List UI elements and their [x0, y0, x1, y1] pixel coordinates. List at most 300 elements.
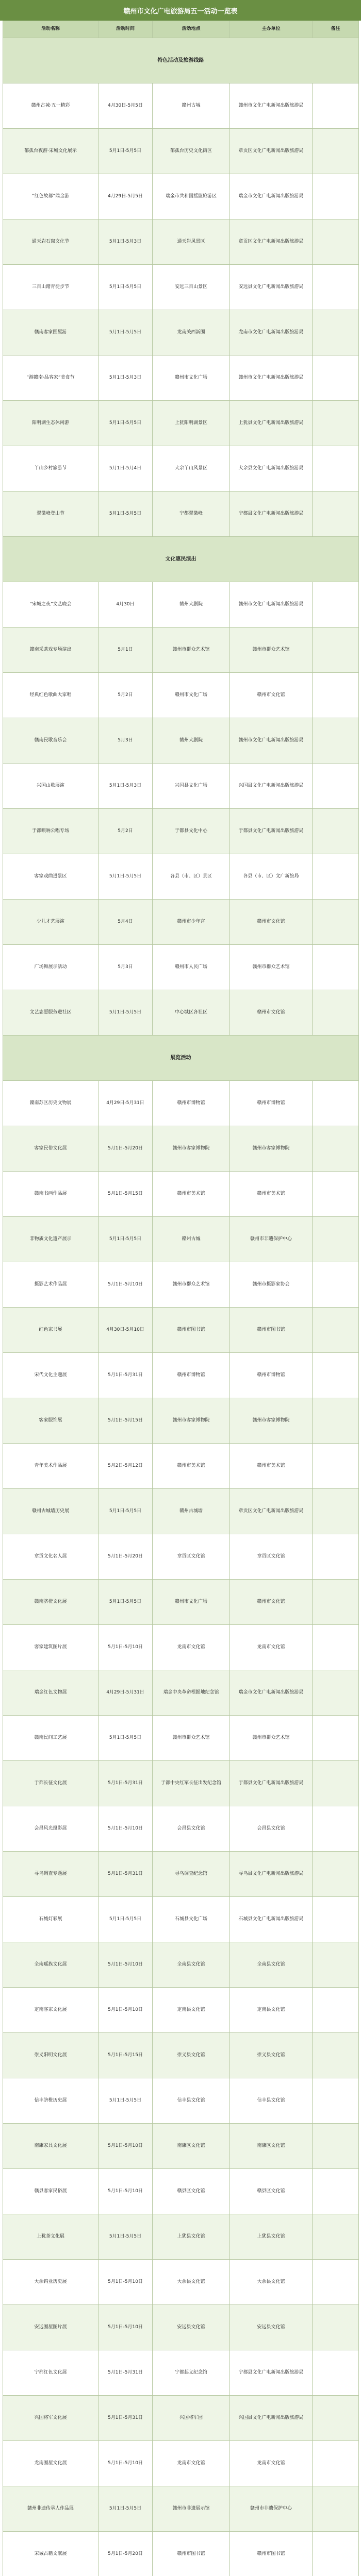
cell-event-time: 5月2日 — [99, 673, 153, 718]
header-time: 活动时间 — [99, 21, 153, 38]
cell-event-time: 5月1日-5月15日 — [99, 1172, 153, 1217]
cell-event-time: 5月1日-5月5日 — [99, 265, 153, 310]
cell-event-place: 赣州古城 — [153, 1217, 230, 1262]
table-container — [3, 21, 358, 2576]
cell-event-time: 5月1日-5月4日 — [99, 446, 153, 492]
cell-event-time: 5月1日-5月31日 — [99, 1353, 153, 1398]
cell-event-name: 安远围屋图片展 — [3, 2305, 99, 2350]
table-row — [3, 1942, 359, 1988]
cell-event-time: 4月30日 — [99, 582, 153, 628]
cell-event-name: “游赣南·品客家”美食节 — [3, 355, 99, 401]
table-row — [3, 2305, 359, 2350]
cell-event-time: 5月1日-5月10日 — [99, 1806, 153, 1852]
cell-event-time: 5月1日-5月5日 — [99, 1489, 153, 1534]
cell-event-time: 5月1日-5月10日 — [99, 1988, 153, 2033]
cell-event-time: 5月3日 — [99, 718, 153, 764]
table-row — [3, 401, 359, 446]
cell-event-time: 5月1日-5月5日 — [99, 2078, 153, 2124]
cell-event-name: 兴国山歌展演 — [3, 764, 99, 809]
table-row — [3, 2169, 359, 2214]
cell-event-note — [313, 945, 359, 990]
cell-event-name: 红色家书展 — [3, 1308, 99, 1353]
cell-event-time: 5月1日-5月10日 — [99, 2124, 153, 2169]
cell-event-organizer: 兴国县文化广电新闻出版旅游局 — [230, 2396, 313, 2441]
cell-event-organizer: 瑞金市文化广电新闻出版旅游局 — [230, 1670, 313, 1716]
cell-event-place: 赣州大剧院 — [153, 582, 230, 628]
cell-event-organizer: 龙南市文化馆 — [230, 2441, 313, 2486]
cell-event-place: 瑞金中央革命根据地纪念馆 — [153, 1670, 230, 1716]
cell-event-organizer: 赣州市文化广电新闻出版旅游局 — [230, 83, 313, 129]
cell-event-organizer: 赣州市文化广电新闻出版旅游局 — [230, 582, 313, 628]
cell-event-note — [313, 265, 359, 310]
table-row — [3, 1761, 359, 1806]
page-title: 赣州市文化广电旅游局五一活动一览表 — [0, 0, 361, 21]
table-row — [3, 673, 359, 718]
cell-event-note — [313, 2305, 359, 2350]
cell-event-name: 赣县客家民俗展 — [3, 2169, 99, 2214]
cell-event-note — [313, 1308, 359, 1353]
cell-event-note — [313, 854, 359, 900]
cell-event-note — [313, 1398, 359, 1444]
cell-event-name: 赣州古城·五一精彩 — [3, 83, 99, 129]
cell-event-note — [313, 2486, 359, 2532]
cell-event-name: 广场舞展示活动 — [3, 945, 99, 990]
cell-event-time: 5月1日-5月31日 — [99, 2350, 153, 2396]
cell-event-time: 5月1日-5月3日 — [99, 219, 153, 265]
cell-event-note — [313, 492, 359, 537]
cell-event-time: 4月29日-5月31日 — [99, 1670, 153, 1716]
table-row — [3, 1625, 359, 1670]
cell-event-organizer: 定南县文化馆 — [230, 1988, 313, 2033]
cell-event-note — [313, 900, 359, 945]
table-row — [3, 990, 359, 1036]
header-note: 备注 — [313, 21, 359, 38]
table-row — [3, 129, 359, 174]
cell-event-time: 5月1日-5月5日 — [99, 310, 153, 355]
section-header-row — [3, 1036, 359, 1081]
cell-event-name: 上犹茶文化展 — [3, 2214, 99, 2260]
cell-event-note — [313, 83, 359, 129]
cell-event-name: 翠微峰登山节 — [3, 492, 99, 537]
cell-event-organizer: 赣州市美术馆 — [230, 1172, 313, 1217]
table-row — [3, 900, 359, 945]
table-row — [3, 310, 359, 355]
cell-event-place: 于都县文化中心 — [153, 809, 230, 854]
cell-event-organizer: 赣县区文化馆 — [230, 2169, 313, 2214]
cell-event-place: 龙南市文化馆 — [153, 2441, 230, 2486]
table-row — [3, 2124, 359, 2169]
cell-event-organizer: 赣州市文化广电新闻出版旅游局 — [230, 355, 313, 401]
cell-event-place: 赣州市文化广场 — [153, 355, 230, 401]
cell-event-time: 5月2日-5月12日 — [99, 1444, 153, 1489]
cell-event-place: 寻乌调查纪念馆 — [153, 1852, 230, 1897]
cell-event-organizer: 龙南市文化广电新闻出版旅游局 — [230, 310, 313, 355]
table-row — [3, 945, 359, 990]
cell-event-name: 于都唢呐公唱专场 — [3, 809, 99, 854]
cell-event-time: 5月1日-5月20日 — [99, 1534, 153, 1580]
table-row — [3, 2486, 359, 2532]
cell-event-name: 章贡文化名人展 — [3, 1534, 99, 1580]
cell-event-note — [313, 2441, 359, 2486]
cell-event-time: 5月1日-5月5日 — [99, 1217, 153, 1262]
cell-event-organizer: 赣州市文化馆 — [230, 990, 313, 1036]
cell-event-name: 赣南民间工艺展 — [3, 1716, 99, 1761]
cell-event-note — [313, 129, 359, 174]
cell-event-place: 赣州市美术馆 — [153, 1444, 230, 1489]
cell-event-note — [313, 2033, 359, 2078]
cell-event-note — [313, 2124, 359, 2169]
cell-event-organizer: 上犹县文化广电新闻出版旅游局 — [230, 401, 313, 446]
cell-event-time: 5月1日-5月5日 — [99, 492, 153, 537]
cell-event-time: 5月1日 — [99, 628, 153, 673]
cell-event-place: 全南县文化馆 — [153, 1942, 230, 1988]
cell-event-organizer: 赣州市群众艺术馆 — [230, 945, 313, 990]
cell-event-place: 赣州大剧院 — [153, 718, 230, 764]
cell-event-organizer: 信丰县文化馆 — [230, 2078, 313, 2124]
cell-event-note — [313, 2350, 359, 2396]
cell-event-name: 会昌风光摄影展 — [3, 1806, 99, 1852]
table-row — [3, 1444, 359, 1489]
section-title: 展览活动 — [3, 1036, 359, 1081]
cell-event-organizer: 石城县文化广电新闻出版旅游局 — [230, 1897, 313, 1942]
cell-event-organizer: 赣州市文化广电新闻出版旅游局 — [230, 718, 313, 764]
table-row — [3, 219, 359, 265]
cell-event-organizer: 兴国县文化广电新闻出版旅游局 — [230, 764, 313, 809]
cell-event-organizer: 赣州市文化馆 — [230, 1580, 313, 1625]
table-row — [3, 1670, 359, 1716]
header-org: 主办单位 — [230, 21, 313, 38]
cell-event-organizer: 赣州市群众艺术馆 — [230, 628, 313, 673]
cell-event-note — [313, 2532, 359, 2576]
cell-event-note — [313, 1580, 359, 1625]
section-header-row — [3, 537, 359, 582]
cell-event-place: 赣州市文化广场 — [153, 1580, 230, 1625]
cell-event-place: 赣州市博物馆 — [153, 1353, 230, 1398]
cell-event-note — [313, 355, 359, 401]
cell-event-note — [313, 1489, 359, 1534]
cell-event-place: 赣州市群众艺术馆 — [153, 1716, 230, 1761]
cell-event-organizer: 寻乌县文化广电新闻出版旅游局 — [230, 1852, 313, 1897]
cell-event-organizer: 赣州市美术馆 — [230, 1444, 313, 1489]
cell-event-note — [313, 1172, 359, 1217]
cell-event-organizer: 安远县文化馆 — [230, 2305, 313, 2350]
cell-event-name: 大余钨业历史展 — [3, 2260, 99, 2305]
cell-event-place: 赣县区文化馆 — [153, 2169, 230, 2214]
cell-event-name: 宋城古籍文献展 — [3, 2532, 99, 2576]
cell-event-note — [313, 1670, 359, 1716]
cell-event-name: 赣州古城墙历史展 — [3, 1489, 99, 1534]
cell-event-name: 文艺志愿服务进社区 — [3, 990, 99, 1036]
cell-event-time: 5月1日-5月5日 — [99, 1897, 153, 1942]
table-row — [3, 446, 359, 492]
cell-event-note — [313, 1716, 359, 1761]
cell-event-organizer: 龙南市文化馆 — [230, 1625, 313, 1670]
table-row — [3, 265, 359, 310]
events-table — [3, 21, 359, 2576]
cell-event-time: 5月3日 — [99, 945, 153, 990]
table-row — [3, 1988, 359, 2033]
cell-event-organizer: 宁都县文化广电新闻出版旅游局 — [230, 492, 313, 537]
cell-event-note — [313, 1534, 359, 1580]
cell-event-organizer: 章贡区文化广电新闻出版旅游局 — [230, 129, 313, 174]
cell-event-name: 兴国将军文化展 — [3, 2396, 99, 2441]
cell-event-name: 南康家具文化展 — [3, 2124, 99, 2169]
cell-event-name: 赣南民歌音乐会 — [3, 718, 99, 764]
table-row — [3, 1217, 359, 1262]
table-row — [3, 1172, 359, 1217]
cell-event-name: 赣南脐橙文化展 — [3, 1580, 99, 1625]
cell-event-name: 三百山踏青徒步节 — [3, 265, 99, 310]
table-row — [3, 1534, 359, 1580]
cell-event-place: 安远三百山景区 — [153, 265, 230, 310]
cell-event-note — [313, 1988, 359, 2033]
cell-event-place: 赣州市人民广场 — [153, 945, 230, 990]
cell-event-name: 郁孤台夜游·宋城文化展示 — [3, 129, 99, 174]
cell-event-organizer: 赣州市客家博物院 — [230, 1126, 313, 1172]
cell-event-time: 5月1日-5月31日 — [99, 1761, 153, 1806]
cell-event-place: 中心城区各社区 — [153, 990, 230, 1036]
cell-event-organizer: 章贡区文化广电新闻出版旅游局 — [230, 219, 313, 265]
cell-event-name: “宋城之夜”文艺晚会 — [3, 582, 99, 628]
cell-event-organizer: 全南县文化馆 — [230, 1942, 313, 1988]
cell-event-organizer: 于都县文化广电新闻出版旅游局 — [230, 809, 313, 854]
cell-event-name: “红色故都”瑞金游 — [3, 174, 99, 219]
cell-event-place: 赣州市非遗展示馆 — [153, 2486, 230, 2532]
cell-event-note — [313, 1942, 359, 1988]
cell-event-note — [313, 2260, 359, 2305]
cell-event-place: 信丰县文化馆 — [153, 2078, 230, 2124]
cell-event-name: 赣南客家围屋游 — [3, 310, 99, 355]
cell-event-name: 宁都红色文化展 — [3, 2350, 99, 2396]
cell-event-place: 兴国县文化广场 — [153, 764, 230, 809]
cell-event-time: 4月30日-5月10日 — [99, 1308, 153, 1353]
cell-event-place: 石城县文化广场 — [153, 1897, 230, 1942]
cell-event-time: 5月1日-5月10日 — [99, 2169, 153, 2214]
cell-event-time: 5月1日-5月10日 — [99, 2305, 153, 2350]
cell-event-time: 5月1日-5月31日 — [99, 2396, 153, 2441]
cell-event-note — [313, 446, 359, 492]
cell-event-time: 5月1日-5月10日 — [99, 2260, 153, 2305]
cell-event-time: 5月1日-5月20日 — [99, 1126, 153, 1172]
table-row — [3, 2078, 359, 2124]
cell-event-organizer: 赣州市博物馆 — [230, 1081, 313, 1126]
cell-event-note — [313, 718, 359, 764]
cell-event-organizer: 赣州市非遗保护中心 — [230, 2486, 313, 2532]
cell-event-note — [313, 219, 359, 265]
cell-event-place: 崇义县文化馆 — [153, 2033, 230, 2078]
cell-event-time: 5月1日-5月5日 — [99, 2486, 153, 2532]
cell-event-place: 安远县文化馆 — [153, 2305, 230, 2350]
cell-event-name: 赣州非遗传承人作品展 — [3, 2486, 99, 2532]
cell-event-organizer: 大余县文化广电新闻出版旅游局 — [230, 446, 313, 492]
cell-event-organizer: 章贡区文化广电新闻出版旅游局 — [230, 1489, 313, 1534]
cell-event-place: 上犹阳明湖景区 — [153, 401, 230, 446]
cell-event-name: 寻乌调查专题展 — [3, 1852, 99, 1897]
cell-event-time: 5月1日-5月10日 — [99, 1942, 153, 1988]
cell-event-organizer: 赣州市摄影家协会 — [230, 1262, 313, 1308]
cell-event-organizer: 赣州市图书馆 — [230, 2532, 313, 2576]
cell-event-name: 瑞金红色文物展 — [3, 1670, 99, 1716]
cell-event-place: 赣州古城墙 — [153, 1489, 230, 1534]
table-row — [3, 2033, 359, 2078]
cell-event-note — [313, 2214, 359, 2260]
cell-event-time: 5月1日-5月10日 — [99, 2441, 153, 2486]
cell-event-name: 阳明湖生态休闲游 — [3, 401, 99, 446]
cell-event-organizer: 赣州市文化馆 — [230, 673, 313, 718]
cell-event-time: 5月1日-5月5日 — [99, 1580, 153, 1625]
cell-event-organizer: 瑞金市文化广电新闻出版旅游局 — [230, 174, 313, 219]
table-row — [3, 1716, 359, 1761]
cell-event-time: 5月1日-5月5日 — [99, 129, 153, 174]
cell-event-name: 丫山乡村旅游节 — [3, 446, 99, 492]
table-row — [3, 492, 359, 537]
cell-event-place: 赣州市群众艺术馆 — [153, 1262, 230, 1308]
cell-event-place: 瑞金市共和国摇篮旅游区 — [153, 174, 230, 219]
cell-event-note — [313, 1852, 359, 1897]
cell-event-time: 5月1日-5月31日 — [99, 1852, 153, 1897]
cell-event-time: 5月1日-5月5日 — [99, 401, 153, 446]
header-place: 活动地点 — [153, 21, 230, 38]
cell-event-place: 赣州市图书馆 — [153, 1308, 230, 1353]
section-title: 特色活动及旅游线路 — [3, 38, 359, 83]
table-row — [3, 1126, 359, 1172]
cell-event-name: 宋代文化主题展 — [3, 1353, 99, 1398]
cell-event-name: 通天岩石窟文化节 — [3, 219, 99, 265]
table-row — [3, 2260, 359, 2305]
cell-event-name: 客家建筑图片展 — [3, 1625, 99, 1670]
table-row — [3, 174, 359, 219]
cell-event-note — [313, 764, 359, 809]
cell-event-name: 龙南围屋文化展 — [3, 2441, 99, 2486]
cell-event-organizer: 上犹县文化馆 — [230, 2214, 313, 2260]
cell-event-organizer: 会昌县文化馆 — [230, 1806, 313, 1852]
cell-event-note — [313, 809, 359, 854]
cell-event-place: 赣州市博物馆 — [153, 1081, 230, 1126]
table-row — [3, 1489, 359, 1534]
table-row — [3, 2350, 359, 2396]
cell-event-name: 于都长征文化展 — [3, 1761, 99, 1806]
cell-event-place: 大余丫山风景区 — [153, 446, 230, 492]
cell-event-place: 兴国将军园 — [153, 2396, 230, 2441]
cell-event-note — [313, 1806, 359, 1852]
cell-event-note — [313, 2169, 359, 2214]
table-row — [3, 1262, 359, 1308]
cell-event-place: 赣州市客家博物院 — [153, 1126, 230, 1172]
table-row — [3, 1081, 359, 1126]
cell-event-place: 赣州市图书馆 — [153, 2532, 230, 2576]
cell-event-time: 5月1日-5月15日 — [99, 2033, 153, 2078]
cell-event-note — [313, 1444, 359, 1489]
table-body — [3, 38, 359, 2576]
table-row — [3, 1353, 359, 1398]
cell-event-place: 定南县文化馆 — [153, 1988, 230, 2033]
cell-event-time: 5月1日-5月10日 — [99, 1262, 153, 1308]
cell-event-time: 4月30日-5月5日 — [99, 83, 153, 129]
table-row — [3, 2214, 359, 2260]
cell-event-note — [313, 628, 359, 673]
cell-event-name: 客家戏曲进景区 — [3, 854, 99, 900]
table-row — [3, 764, 359, 809]
cell-event-note — [313, 2396, 359, 2441]
cell-event-place: 赣州市文化广场 — [153, 673, 230, 718]
cell-event-organizer: 赣州市群众艺术馆 — [230, 1716, 313, 1761]
cell-event-note — [313, 1353, 359, 1398]
cell-event-place: 赣州古城 — [153, 83, 230, 129]
table-row — [3, 628, 359, 673]
cell-event-name: 赣南苏区历史文物展 — [3, 1081, 99, 1126]
cell-event-organizer: 赣州市文化馆 — [230, 900, 313, 945]
table-row — [3, 1897, 359, 1942]
cell-event-note — [313, 1761, 359, 1806]
cell-event-place: 龙南关西新围 — [153, 310, 230, 355]
cell-event-organizer: 南康区文化馆 — [230, 2124, 313, 2169]
cell-event-organizer: 赣州市博物馆 — [230, 1353, 313, 1398]
cell-event-note — [313, 673, 359, 718]
table-row — [3, 809, 359, 854]
cell-event-organizer: 赣州市非遗保护中心 — [230, 1217, 313, 1262]
cell-event-time: 5月1日-5月5日 — [99, 2214, 153, 2260]
cell-event-place: 通天岩风景区 — [153, 219, 230, 265]
cell-event-place: 各县（市、区）景区 — [153, 854, 230, 900]
cell-event-organizer: 各县（市、区）文广新旅局 — [230, 854, 313, 900]
table-header-row — [3, 21, 359, 38]
cell-event-place: 南康区文化馆 — [153, 2124, 230, 2169]
cell-event-time: 5月1日-5月5日 — [99, 1716, 153, 1761]
cell-event-place: 章贡区文化馆 — [153, 1534, 230, 1580]
cell-event-note — [313, 310, 359, 355]
cell-event-note — [313, 1081, 359, 1126]
table-row — [3, 1806, 359, 1852]
table-row — [3, 1580, 359, 1625]
cell-event-organizer: 赣州市图书馆 — [230, 1308, 313, 1353]
cell-event-time: 5月4日 — [99, 900, 153, 945]
cell-event-organizer: 崇义县文化馆 — [230, 2033, 313, 2078]
cell-event-time: 4月29日-5月31日 — [99, 1081, 153, 1126]
table-row — [3, 2396, 359, 2441]
cell-event-note — [313, 582, 359, 628]
cell-event-note — [313, 1262, 359, 1308]
cell-event-note — [313, 1217, 359, 1262]
cell-event-note — [313, 1126, 359, 1172]
section-title: 文化惠民演出 — [3, 537, 359, 582]
cell-event-name: 全南瑶族文化展 — [3, 1942, 99, 1988]
cell-event-time: 5月1日-5月5日 — [99, 854, 153, 900]
cell-event-note — [313, 990, 359, 1036]
cell-event-time: 5月1日-5月15日 — [99, 1398, 153, 1444]
table-row — [3, 1308, 359, 1353]
cell-event-place: 郁孤台历史文化街区 — [153, 129, 230, 174]
table-row — [3, 718, 359, 764]
cell-event-place: 赣州市少年宫 — [153, 900, 230, 945]
cell-event-place: 宁都翠微峰 — [153, 492, 230, 537]
cell-event-time: 4月29日-5月5日 — [99, 174, 153, 219]
cell-event-name: 崇义阳明文化展 — [3, 2033, 99, 2078]
cell-event-name: 赣南采茶戏专场演出 — [3, 628, 99, 673]
cell-event-note — [313, 1625, 359, 1670]
cell-event-place: 于都中央红军长征出发纪念馆 — [153, 1761, 230, 1806]
cell-event-organizer: 章贡区文化馆 — [230, 1534, 313, 1580]
cell-event-note — [313, 174, 359, 219]
section-header-row — [3, 38, 359, 83]
cell-event-name: 客家服饰展 — [3, 1398, 99, 1444]
table-row — [3, 1398, 359, 1444]
cell-event-name: 信丰脐橙历史展 — [3, 2078, 99, 2124]
table-row — [3, 1852, 359, 1897]
cell-event-note — [313, 401, 359, 446]
cell-event-organizer: 于都县文化广电新闻出版旅游局 — [230, 1761, 313, 1806]
cell-event-place: 上犹县文化馆 — [153, 2214, 230, 2260]
cell-event-name: 石城灯彩展 — [3, 1897, 99, 1942]
